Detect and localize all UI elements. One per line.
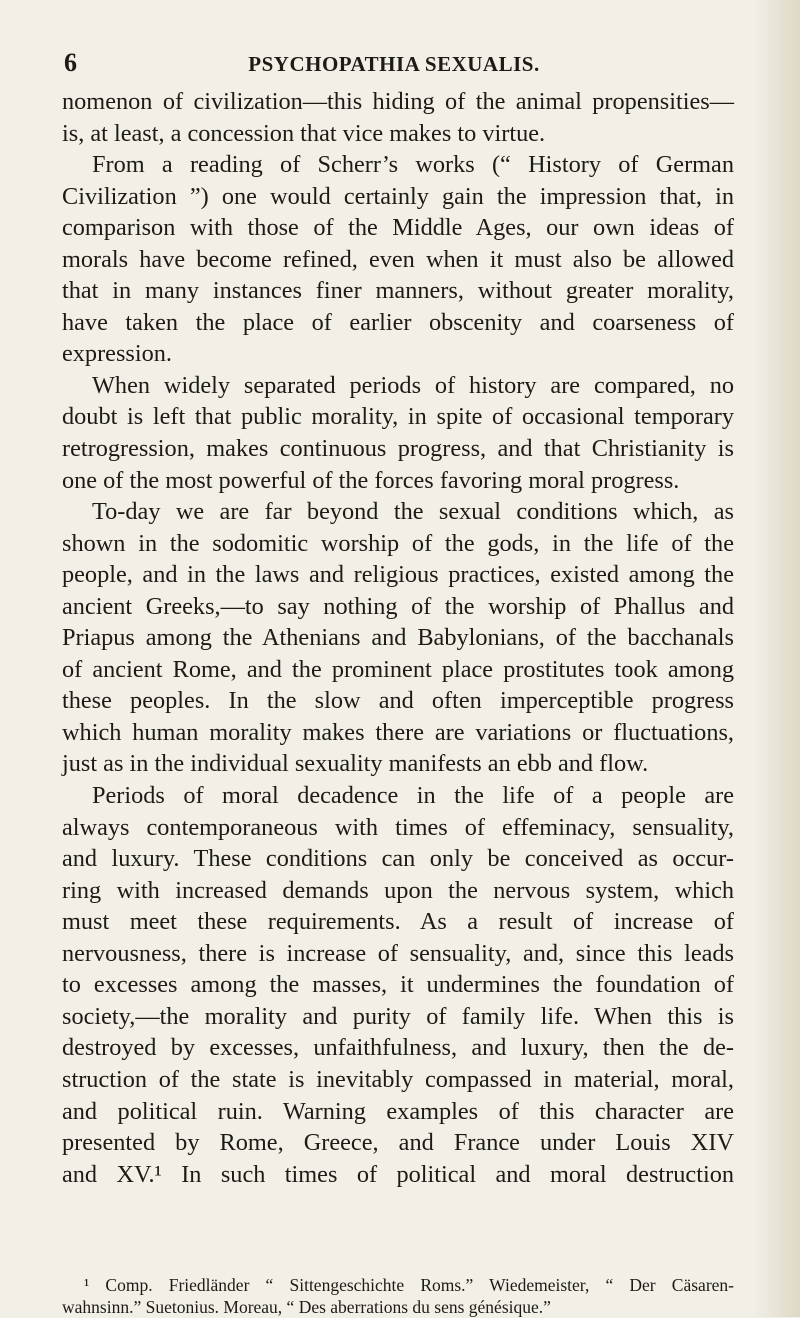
body-line: Priapus among the Athenians and Babylonians, of the bacchanals [62, 624, 734, 652]
body-line: which human morality makes there are variations or fluctuations, [62, 718, 734, 746]
body-line: always contemporaneous with times of effeminacy, sensuality, [62, 813, 734, 841]
body-line: ancient Greeks,—to say nothing of the worship of Phallus and [62, 592, 734, 620]
body-line: expression. [62, 340, 172, 368]
body-line: Periods of moral decadence in the life of a people are [92, 782, 734, 810]
body-line: When widely separated periods of history are compared, no [92, 371, 734, 399]
footnote-line: ¹ Comp. Friedländer “ Sittengeschichte Roms.” Wiedemeister, “ Der Cäsaren- [84, 1275, 734, 1295]
body-line: To-day we are far beyond the sexual conditions which, as [92, 498, 734, 526]
body-line: nervousness, there is increase of sensuality, and, since this leads [62, 939, 734, 967]
body-line: ring with increased demands upon the nervous system, which [62, 876, 734, 904]
page-number: 6 [64, 48, 77, 77]
body-line: From a reading of Scherr’s works (“ History of German [92, 151, 734, 179]
body-text [62, 86, 734, 1190]
body-line: presented by Rome, Greece, and France under Louis XIV [62, 1129, 734, 1157]
body-line: struction of the state is inevitably compassed in material, moral, [62, 1065, 734, 1093]
body-line: and political ruin. Warning examples of this character are [62, 1097, 734, 1125]
body-line: comparison with those of the Middle Ages, our own ideas of [62, 214, 734, 242]
running-title: PSYCHOPATHIA SEXUALIS. [248, 52, 540, 76]
body-line: destroyed by excesses, unfaithfulness, and luxury, then the de- [62, 1034, 734, 1062]
body-line: of ancient Rome, and the prominent place prostitutes took among [62, 655, 734, 683]
footnote-line: wahnsinn.” Suetonius. Moreau, “ Des aberrations du sens génésique.” [62, 1297, 551, 1317]
body-line: and luxury. These conditions can only be conceived as occur- [62, 845, 734, 873]
body-line: society,—the morality and purity of family life. When this is [62, 1002, 734, 1030]
body-line: that in many instances finer manners, without greater morality, [62, 277, 734, 305]
footnotes [62, 1274, 734, 1318]
body-line: Civilization ”) one would certainly gain the impression that, in [62, 182, 734, 210]
body-line: one of the most powerful of the forces favoring moral progress. [62, 466, 680, 494]
body-line: people, and in the laws and religious practices, existed among the [62, 561, 734, 589]
page-edge-shadow [754, 0, 800, 1317]
body-line: shown in the sodomitic worship of the gods, in the life of the [62, 529, 734, 557]
body-line: to excesses among the masses, it undermines the foundation of [62, 971, 734, 999]
body-line: have taken the place of earlier obscenity and coarseness of [62, 308, 734, 336]
body-line: and XV.¹ In such times of political and moral destruction [62, 1160, 734, 1188]
page-header [64, 48, 724, 82]
body-line: must meet these requirements. As a result of increase of [62, 908, 734, 936]
body-line: doubt is left that public morality, in spite of occasional temporary [62, 403, 734, 431]
body-line: is, at least, a concession that vice makes to virtue. [62, 119, 546, 147]
body-line: retrogression, makes continuous progress, and that Christianity is [62, 435, 734, 463]
body-line: these peoples. In the slow and often imperceptible progress [62, 687, 734, 715]
body-line: just as in the individual sexuality manifests an ebb and flow. [62, 750, 649, 778]
body-line: morals have become refined, even when it must also be allowed [62, 245, 734, 273]
body-line: nomenon of civilization—this hiding of the animal propensities— [62, 88, 734, 115]
